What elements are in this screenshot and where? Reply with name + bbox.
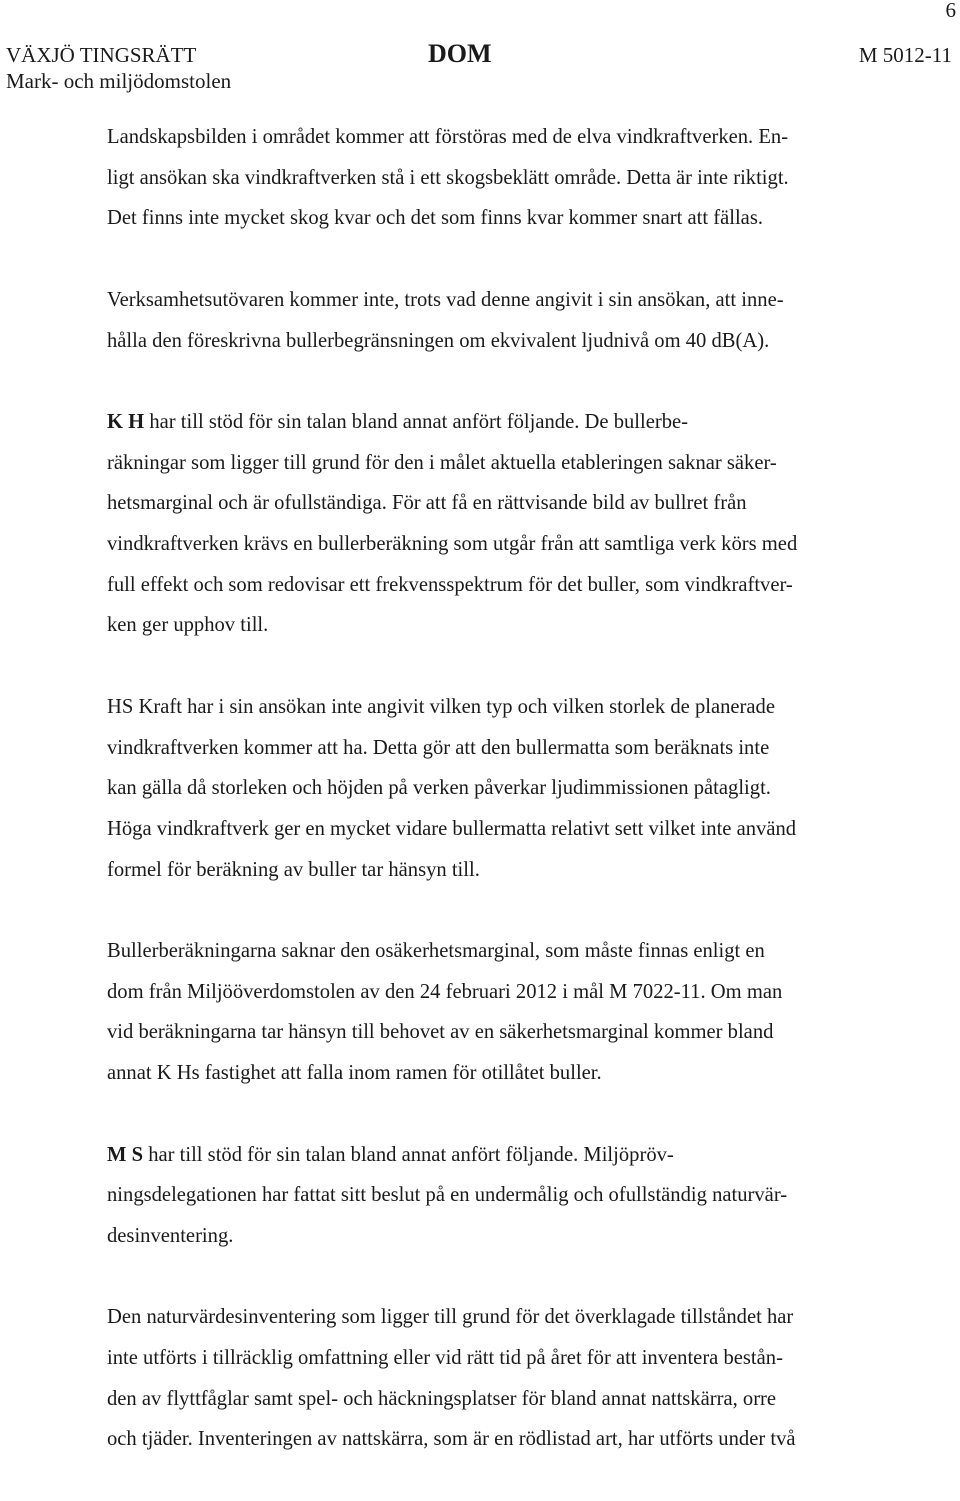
text-line: Bullerberäkningarna saknar den osäkerhetsmarginal, som måste finnas enligt en [107, 940, 765, 962]
paragraph-7 [107, 1297, 897, 1460]
text-line: Den naturvärdesinventering som ligger till grund för det överklagade tillståndet har [107, 1306, 794, 1329]
text-line: Landskapsbilden i området kommer att förstöras med de elva vindkraftverken. En- [107, 126, 789, 148]
page-number: 6 [945, 0, 956, 22]
text-line: ligt ansökan ska vindkraftverken stå i ett skogsbeklätt område. Detta är inte riktigt. [107, 166, 789, 189]
court-name [6, 42, 231, 94]
text-segment: har till stöd för sin talan bland annat anfört följande. Miljöpröv- [143, 1143, 674, 1166]
text-line: dom från Miljööverdomstolen av den 24 februari 2012 i mål M 7022-11. Om man [107, 980, 783, 1003]
text-segment: har till stöd för sin talan bland annat anfört följande. De bullerbe- [144, 410, 689, 433]
text-line: den av flyttfåglar samt spel- och häckningsplatser för bland annat nattskärra, orre [107, 1387, 777, 1410]
document-body [107, 117, 897, 1501]
text-line: Det finns inte mycket skog kvar och det som finns kvar kommer snart att fällas. [107, 207, 763, 230]
party-name: M S [107, 1143, 144, 1166]
text-line [107, 402, 897, 443]
court-name-line2: Mark- och miljödomstolen [6, 69, 232, 93]
text-line: Verksamhetsutövaren kommer inte, trots vad denne angivit i sin ansökan, att inne- [107, 288, 784, 311]
paragraph-6 [107, 1135, 897, 1257]
text-line: annat K Hs fastighet att falla inom ramen för otillåtet buller. [107, 1062, 602, 1085]
text-line: vindkraftverken kommer att ha. Detta gör att den bullermatta som beräknats inte [107, 736, 770, 759]
text-line: räkningar som ligger till grund för den i målet aktuella etableringen saknar säker- [107, 451, 777, 474]
paragraph-4 [107, 687, 897, 891]
text-line: formel för beräkning av buller tar hänsyn till. [107, 858, 480, 881]
text-line: hålla den föreskrivna bullerbegränsningen om ekvivalent ljudnivå om 40 dB(A). [107, 329, 770, 352]
party-name: K H [107, 410, 145, 433]
text-line: vid beräkningarna tar hänsyn till behovet av en säkerhetsmarginal kommer bland [107, 1021, 774, 1044]
paragraph-1 [107, 117, 897, 239]
case-number: M 5012-11 [858, 43, 952, 67]
document-type: DOM [428, 39, 492, 68]
court-name-line1: VÄXJÖ TINGSRÄTT [6, 43, 197, 67]
text-line: hetsmarginal och är ofullständiga. För att få en rättvisande bild av bullret från [107, 492, 747, 515]
document-header [6, 39, 952, 94]
text-line: Höga vindkraftverk ger en mycket vidare bullermatta relativt sett vilket inte använd [107, 817, 797, 840]
text-line: kan gälla då storleken och höjden på verken påverkar ljudimmissionen påtagligt. [107, 777, 771, 800]
text-line: full effekt och som redovisar ett frekvensspektrum för det buller, som vindkraftver- [107, 573, 793, 596]
text-line: ken ger upphov till. [107, 614, 269, 637]
paragraph-5 [107, 931, 897, 1094]
paragraph-3 [107, 402, 897, 646]
text-line: HS Kraft har i sin ansökan inte angivit vilken typ och vilken storlek de planerade [107, 695, 775, 718]
text-line: desinventering. [107, 1224, 234, 1247]
text-line: och tjäder. Inventeringen av nattskärra, som är en rödlistad art, har utförts under två [107, 1428, 796, 1451]
paragraph-2 [107, 280, 897, 361]
text-line: ningsdelegationen har fattat sitt beslut på en undermålig och ofullständig naturvär- [107, 1184, 788, 1207]
text-line [107, 1135, 897, 1176]
text-line: inte utförts i tillräcklig omfattning eller vid rätt tid på året för att inventera bestån- [107, 1347, 783, 1369]
text-line: vindkraftverken krävs en bullerberäkning som utgår från att samtliga verk körs med [107, 533, 798, 555]
